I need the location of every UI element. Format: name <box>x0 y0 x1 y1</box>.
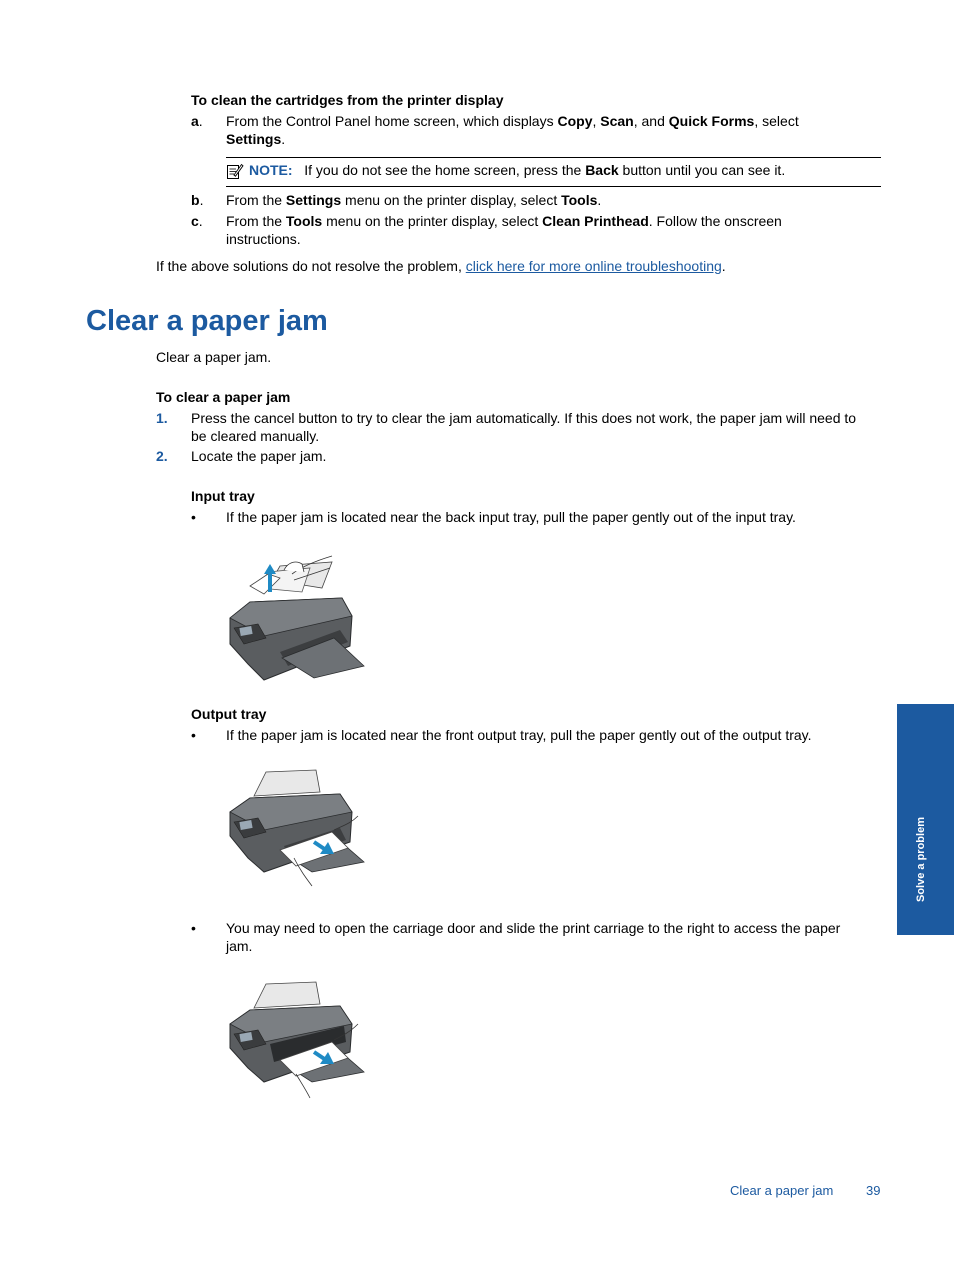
section-title: Clear a paper jam <box>86 305 328 337</box>
input-tray-instruction: If the paper jam is located near the back input tray, pull the paper gently out of the input tray. <box>226 509 796 525</box>
step-1-number: 1. <box>156 410 168 426</box>
output-tray-heading: Output tray <box>191 706 267 722</box>
side-section-tab[interactable] <box>897 704 954 935</box>
carriage-instruction: You may need to open the carriage door and slide the print carriage to the right to access the paper jam. <box>226 920 841 954</box>
footer-section-name: Clear a paper jam <box>730 1183 834 1198</box>
bullet: • <box>191 920 196 936</box>
step-a-label: a. <box>191 113 203 129</box>
step-2-text: Locate the paper jam. <box>191 448 327 464</box>
input-tray-heading: Input tray <box>191 488 255 504</box>
step-c-text: From the Tools menu on the printer display, select Clean Printhead. Follow the onscreen instructions. <box>226 213 782 247</box>
note-text: NOTE: If you do not see the home screen, press the Back button until you can see it. <box>249 162 786 178</box>
output-tray-illustration <box>222 766 370 897</box>
cartridge-clean-heading: To clean the cartridges from the printer display <box>191 92 504 108</box>
side-tab-label: Solve a problem <box>915 817 927 902</box>
note-icon <box>226 162 244 183</box>
bullet: • <box>191 509 196 525</box>
step-b-text: From the Settings menu on the printer display, select Tools. <box>226 192 602 208</box>
carriage-door-illustration <box>222 978 370 1105</box>
step-b-label: b. <box>191 192 204 208</box>
input-tray-illustration <box>222 548 370 686</box>
output-tray-instruction: If the paper jam is located near the front output tray, pull the paper gently out of the output tray. <box>226 727 812 743</box>
step-1-text: Press the cancel button to try to clear the jam automatically. If this does not work, the paper jam will need to be cleared manually. <box>191 410 857 444</box>
procedure-heading: To clear a paper jam <box>156 389 291 405</box>
page-number: 39 <box>866 1183 881 1198</box>
online-troubleshooting-link[interactable]: click here for more online troubleshooting <box>465 258 722 274</box>
section-intro: Clear a paper jam. <box>156 349 272 365</box>
step-c-label: c. <box>191 213 203 229</box>
fallback-paragraph: If the above solutions do not resolve the problem, click here for more online troubleshooting. <box>156 258 726 274</box>
step-2-number: 2. <box>156 448 168 464</box>
bullet: • <box>191 727 196 743</box>
step-a-text: From the Control Panel home screen, which displays Copy, Scan, and Quick Forms, select Settings. <box>226 113 799 147</box>
